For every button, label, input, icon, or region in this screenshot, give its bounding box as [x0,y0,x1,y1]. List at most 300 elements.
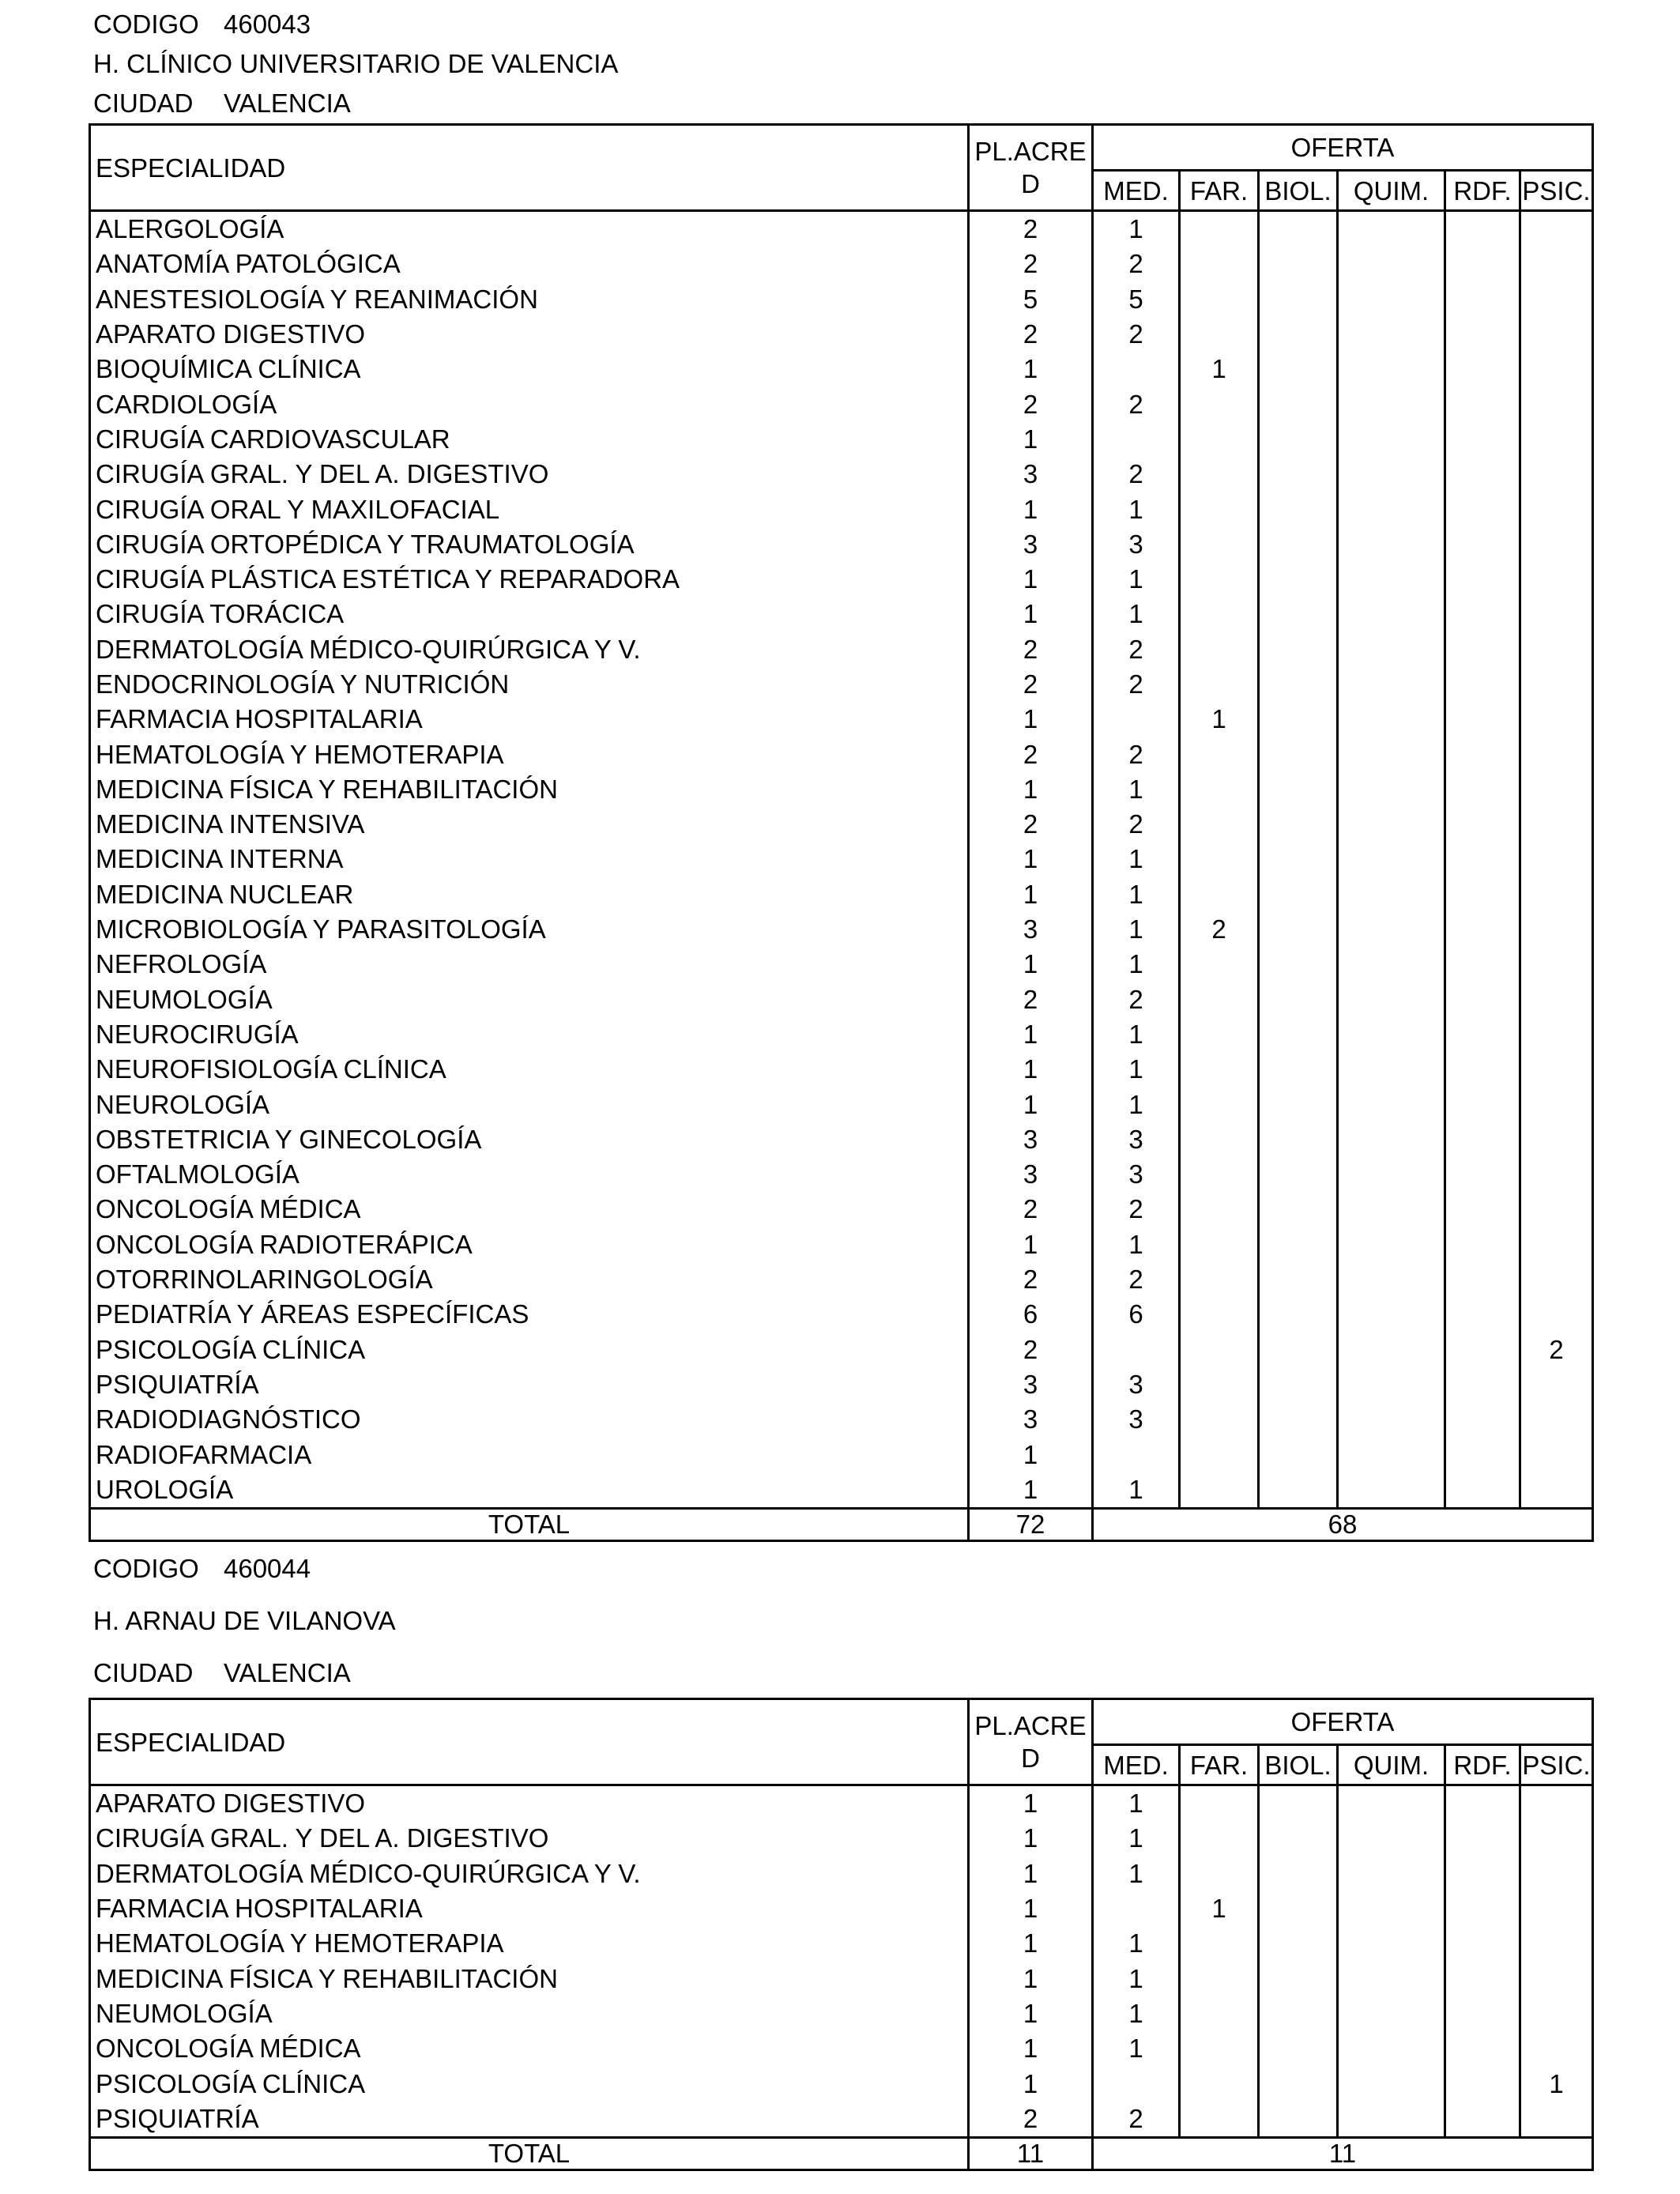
biol-value [1259,317,1338,352]
rdf-value [1445,1192,1520,1227]
specialty-name: CIRUGÍA TORÁCICA [90,597,969,631]
rdf-value [1445,737,1520,771]
med-value: 2 [1093,667,1180,702]
med-value: 5 [1093,282,1180,317]
biol-value [1259,1891,1338,1926]
placred-value: 2 [969,1192,1093,1227]
ciudad-label: CIUDAD [93,89,194,118]
biol-value [1259,212,1338,247]
med-value: 1 [1093,947,1180,982]
header-placred-line2: D [1021,169,1040,198]
placred-value: 2 [969,737,1093,771]
specialty-name: MEDICINA INTERNA [90,842,969,876]
biol-value [1259,912,1338,947]
table-row [90,317,1593,352]
table-row [90,1017,1593,1052]
rdf-value [1445,1402,1520,1437]
specialty-name: PSIQUIATRÍA [90,1367,969,1402]
specialty-name: CIRUGÍA GRAL. Y DEL A. DIGESTIVO [90,457,969,492]
rdf-value [1445,912,1520,947]
table-row [90,282,1593,317]
biol-value [1259,1227,1338,1262]
psic-value [1520,457,1593,492]
placred-value: 2 [969,247,1093,281]
codigo-value: 460044 [224,1554,311,1583]
quim-value [1338,912,1445,947]
far-value [1180,2102,1259,2136]
biol-value [1259,1367,1338,1402]
psic-value [1520,772,1593,807]
far-value [1180,632,1259,667]
rdf-value [1445,1821,1520,1856]
psic-value [1520,1052,1593,1087]
far-value [1180,1262,1259,1297]
med-value: 3 [1093,1402,1180,1437]
placred-value: 1 [969,562,1093,597]
biol-value [1259,1262,1338,1297]
far-value [1180,1122,1259,1157]
table-row [90,842,1593,876]
biol-value [1259,1472,1338,1507]
ciudad-value: VALENCIA [224,1658,351,1687]
table-row [90,667,1593,702]
far-value [1180,1227,1259,1262]
quim-value [1338,597,1445,631]
rdf-value [1445,982,1520,1017]
table-header-2 [89,1698,1594,1786]
psic-value [1520,982,1593,1017]
med-value: 1 [1093,1996,1180,2031]
rdf-value [1445,1996,1520,2031]
med-value: 1 [1093,1961,1180,1996]
total-oferta: 68 [1093,1508,1593,1540]
table-row [90,562,1593,597]
specialty-table-2 [89,1698,1591,2171]
quim-value [1338,1087,1445,1122]
biol-value [1259,702,1338,737]
quim-value [1338,702,1445,737]
header-oferta: OFERTA [1093,125,1593,171]
biol-value [1259,1786,1338,1821]
specialty-name: BIOQUÍMICA CLÍNICA [90,352,969,386]
codigo-line-2 [93,1554,311,1584]
far-value [1180,1857,1259,1891]
far-value [1180,1017,1259,1052]
table-row [90,772,1593,807]
far-value [1180,772,1259,807]
rdf-value [1445,422,1520,457]
rdf-value [1445,1262,1520,1297]
med-value: 1 [1093,2031,1180,2066]
placred-value: 1 [969,2066,1093,2101]
table-row [90,422,1593,457]
specialty-name: MEDICINA FÍSICA Y REHABILITACIÓN [90,1961,969,1996]
far-value [1180,1297,1259,1332]
table-row [90,1367,1593,1402]
placred-value: 3 [969,457,1093,492]
table-row [90,457,1593,492]
specialty-name: OFTALMOLOGÍA [90,1157,969,1192]
quim-value [1338,2031,1445,2066]
total-placred: 72 [969,1508,1093,1540]
specialty-name: HEMATOLOGÍA Y HEMOTERAPIA [90,737,969,771]
rdf-value [1445,1961,1520,1996]
table-row [90,597,1593,631]
quim-value [1338,877,1445,912]
med-value: 3 [1093,1157,1180,1192]
table-row [90,1857,1593,1891]
biol-value [1259,1996,1338,2031]
far-value [1180,1437,1259,1472]
placred-value: 2 [969,1333,1093,1367]
specialty-name: ANESTESIOLOGÍA Y REANIMACIÓN [90,282,969,317]
far-value [1180,1961,1259,1996]
specialty-name: OTORRINOLARINGOLOGÍA [90,1262,969,1297]
biol-value [1259,1961,1338,1996]
placred-value: 1 [969,877,1093,912]
psic-value [1520,2102,1593,2136]
far-value [1180,492,1259,526]
header-col-quim: QUIM. [1338,1745,1445,1785]
placred-value: 2 [969,1262,1093,1297]
quim-value [1338,317,1445,352]
med-value: 3 [1093,1122,1180,1157]
table-row [90,1227,1593,1262]
med-value: 1 [1093,772,1180,807]
table-row [90,1262,1593,1297]
biol-value [1259,1333,1338,1367]
psic-value [1520,1227,1593,1262]
quim-value [1338,1891,1445,1926]
med-value: 1 [1093,562,1180,597]
far-value [1180,1821,1259,1856]
far-value [1180,386,1259,421]
quim-value [1338,422,1445,457]
biol-value [1259,422,1338,457]
quim-value [1338,1333,1445,1367]
specialty-name: ONCOLOGÍA RADIOTERÁPICA [90,1227,969,1262]
table-row [90,2031,1593,2066]
specialty-name: NEFROLOGÍA [90,947,969,982]
psic-value [1520,702,1593,737]
table-body-2 [89,1786,1594,2136]
rdf-value [1445,1857,1520,1891]
specialty-name: NEUROFISIOLOGÍA CLÍNICA [90,1052,969,1087]
specialty-name: NEUMOLOGÍA [90,1996,969,2031]
placred-value: 1 [969,1857,1093,1891]
specialty-name: ONCOLOGÍA MÉDICA [90,2031,969,2066]
rdf-value [1445,1891,1520,1926]
biol-value [1259,247,1338,281]
biol-value [1259,842,1338,876]
specialty-name: CIRUGÍA PLÁSTICA ESTÉTICA Y REPARADORA [90,562,969,597]
total-oferta: 11 [1093,2137,1593,2169]
far-value [1180,1052,1259,1087]
med-value: 1 [1093,1472,1180,1507]
placred-value: 1 [969,1017,1093,1052]
quim-value [1338,282,1445,317]
table-row [90,737,1593,771]
quim-value [1338,212,1445,247]
med-value [1093,422,1180,457]
specialty-name: MEDICINA FÍSICA Y REHABILITACIÓN [90,772,969,807]
quim-value [1338,1926,1445,1961]
table-row [90,807,1593,842]
table-row [90,1402,1593,1437]
quim-value [1338,1961,1445,1996]
psic-value: 2 [1520,1333,1593,1367]
rdf-value [1445,1052,1520,1087]
header-col-quim: QUIM. [1338,171,1445,211]
rdf-value [1445,527,1520,562]
biol-value [1259,947,1338,982]
placred-value: 1 [969,947,1093,982]
med-value: 1 [1093,877,1180,912]
psic-value [1520,1857,1593,1891]
total-label: TOTAL [90,2137,969,2169]
header-col-far: FAR. [1180,171,1259,211]
table-row [90,982,1593,1017]
table-row [90,1052,1593,1087]
header-placred [969,125,1093,211]
table-row [90,212,1593,247]
quim-value [1338,982,1445,1017]
biol-value [1259,982,1338,1017]
med-value: 2 [1093,247,1180,281]
placred-value: 3 [969,1367,1093,1402]
hospital-name: H. ARNAU DE VILANOVA [93,1606,396,1635]
psic-value [1520,877,1593,912]
placred-value: 2 [969,317,1093,352]
rdf-value [1445,1157,1520,1192]
rdf-value [1445,772,1520,807]
med-value: 1 [1093,1087,1180,1122]
med-value: 2 [1093,317,1180,352]
table-row [90,1821,1593,1856]
psic-value [1520,1017,1593,1052]
psic-value [1520,667,1593,702]
placred-value: 1 [969,1437,1093,1472]
specialty-name: MICROBIOLOGÍA Y PARASITOLOGÍA [90,912,969,947]
med-value [1093,1891,1180,1926]
table-total-1 [89,1507,1594,1542]
far-value [1180,212,1259,247]
placred-value: 1 [969,2031,1093,2066]
med-value [1093,1437,1180,1472]
quim-value [1338,947,1445,982]
psic-value [1520,1926,1593,1961]
psic-value [1520,2031,1593,2066]
rdf-value [1445,597,1520,631]
quim-value [1338,807,1445,842]
quim-value [1338,1472,1445,1507]
specialty-name: CIRUGÍA CARDIOVASCULAR [90,422,969,457]
specialty-name: APARATO DIGESTIVO [90,1786,969,1821]
biol-value [1259,2102,1338,2136]
placred-value: 1 [969,597,1093,631]
header-col-psic: PSIC. [1520,171,1593,211]
rdf-value [1445,807,1520,842]
psic-value [1520,807,1593,842]
far-value [1180,1926,1259,1961]
med-value: 1 [1093,1857,1180,1891]
psic-value [1520,1891,1593,1926]
placred-value: 2 [969,982,1093,1017]
far-value [1180,667,1259,702]
specialty-name: ANATOMÍA PATOLÓGICA [90,247,969,281]
far-value [1180,1402,1259,1437]
med-value: 1 [1093,1926,1180,1961]
ciudad-value: VALENCIA [224,89,351,118]
table-row [90,2066,1593,2101]
biol-value [1259,1017,1338,1052]
psic-value [1520,212,1593,247]
quim-value [1338,2102,1445,2136]
quim-value [1338,842,1445,876]
psic-value [1520,1122,1593,1157]
psic-value [1520,1786,1593,1821]
table-row [90,1087,1593,1122]
biol-value [1259,1821,1338,1856]
specialty-name: DERMATOLOGÍA MÉDICO-QUIRÚRGICA Y V. [90,632,969,667]
far-value: 1 [1180,702,1259,737]
far-value: 1 [1180,352,1259,386]
total-placred: 11 [969,2137,1093,2169]
rdf-value [1445,947,1520,982]
placred-value: 2 [969,2102,1093,2136]
table-body-1 [89,212,1594,1507]
specialty-name: CIRUGÍA ORTOPÉDICA Y TRAUMATOLOGÍA [90,527,969,562]
table-row [90,632,1593,667]
placred-value: 2 [969,212,1093,247]
biol-value [1259,2031,1338,2066]
specialty-name: OBSTETRICIA Y GINECOLOGÍA [90,1122,969,1157]
biol-value [1259,386,1338,421]
placred-value: 2 [969,667,1093,702]
table-total-2 [89,2136,1594,2171]
specialty-name: NEUMOLOGÍA [90,982,969,1017]
table-row [90,1961,1593,1996]
placred-value: 3 [969,1157,1093,1192]
codigo-line-1 [93,9,311,40]
biol-value [1259,1192,1338,1227]
rdf-value [1445,2102,1520,2136]
placred-value: 1 [969,1926,1093,1961]
header-col-biol: BIOL. [1259,171,1338,211]
placred-value: 1 [969,842,1093,876]
psic-value [1520,492,1593,526]
psic-value [1520,1402,1593,1437]
quim-value [1338,1157,1445,1192]
hospital-name-1 [93,49,618,79]
psic-value [1520,1087,1593,1122]
header-col-rdf: RDF. [1445,1745,1520,1785]
header-col-far: FAR. [1180,1745,1259,1785]
med-value: 1 [1093,1786,1180,1821]
biol-value [1259,1157,1338,1192]
table-row [90,527,1593,562]
psic-value [1520,527,1593,562]
far-value [1180,562,1259,597]
rdf-value [1445,2031,1520,2066]
specialty-name: RADIODIAGNÓSTICO [90,1402,969,1437]
table-row [90,947,1593,982]
table-row [90,1437,1593,1472]
specialty-name: MEDICINA NUCLEAR [90,877,969,912]
specialty-name: CIRUGÍA ORAL Y MAXILOFACIAL [90,492,969,526]
far-value [1180,422,1259,457]
table-row [90,1297,1593,1332]
table-row [90,1926,1593,1961]
med-value: 1 [1093,842,1180,876]
psic-value [1520,1192,1593,1227]
far-value [1180,877,1259,912]
psic-value: 1 [1520,2066,1593,2101]
psic-value [1520,1262,1593,1297]
hospital-name: H. CLÍNICO UNIVERSITARIO DE VALENCIA [93,49,619,78]
biol-value [1259,1297,1338,1332]
rdf-value [1445,282,1520,317]
rdf-value [1445,247,1520,281]
psic-value [1520,422,1593,457]
psic-value [1520,632,1593,667]
quim-value [1338,1052,1445,1087]
table-row [90,247,1593,281]
quim-value [1338,1227,1445,1262]
placred-value: 1 [969,1227,1093,1262]
rdf-value [1445,1472,1520,1507]
placred-value: 1 [969,1087,1093,1122]
biol-value [1259,877,1338,912]
med-value [1093,352,1180,386]
rdf-value [1445,1367,1520,1402]
far-value: 1 [1180,1891,1259,1926]
biol-value [1259,562,1338,597]
header-especialidad: ESPECIALIDAD [90,125,969,211]
header-especialidad: ESPECIALIDAD [90,1699,969,1785]
quim-value [1338,457,1445,492]
biol-value [1259,737,1338,771]
table-row [90,1786,1593,1821]
psic-value [1520,1821,1593,1856]
placred-value: 1 [969,1472,1093,1507]
far-value [1180,527,1259,562]
psic-value [1520,1367,1593,1402]
placred-value: 1 [969,1821,1093,1856]
quim-value [1338,1402,1445,1437]
far-value: 2 [1180,912,1259,947]
biol-value [1259,1052,1338,1087]
placred-value: 2 [969,807,1093,842]
psic-value [1520,1996,1593,2031]
table-row [90,352,1593,386]
header-col-psic: PSIC. [1520,1745,1593,1785]
med-value: 2 [1093,632,1180,667]
quim-value [1338,1367,1445,1402]
far-value [1180,2031,1259,2066]
table-row [90,1891,1593,1926]
biol-value [1259,1122,1338,1157]
rdf-value [1445,1297,1520,1332]
far-value [1180,282,1259,317]
far-value [1180,1087,1259,1122]
header-placred-line1: PL.ACRE [974,1711,1087,1740]
quim-value [1338,2066,1445,2101]
quim-value [1338,527,1445,562]
rdf-value [1445,1227,1520,1262]
biol-value [1259,282,1338,317]
header-placred-line2: D [1021,1744,1040,1773]
